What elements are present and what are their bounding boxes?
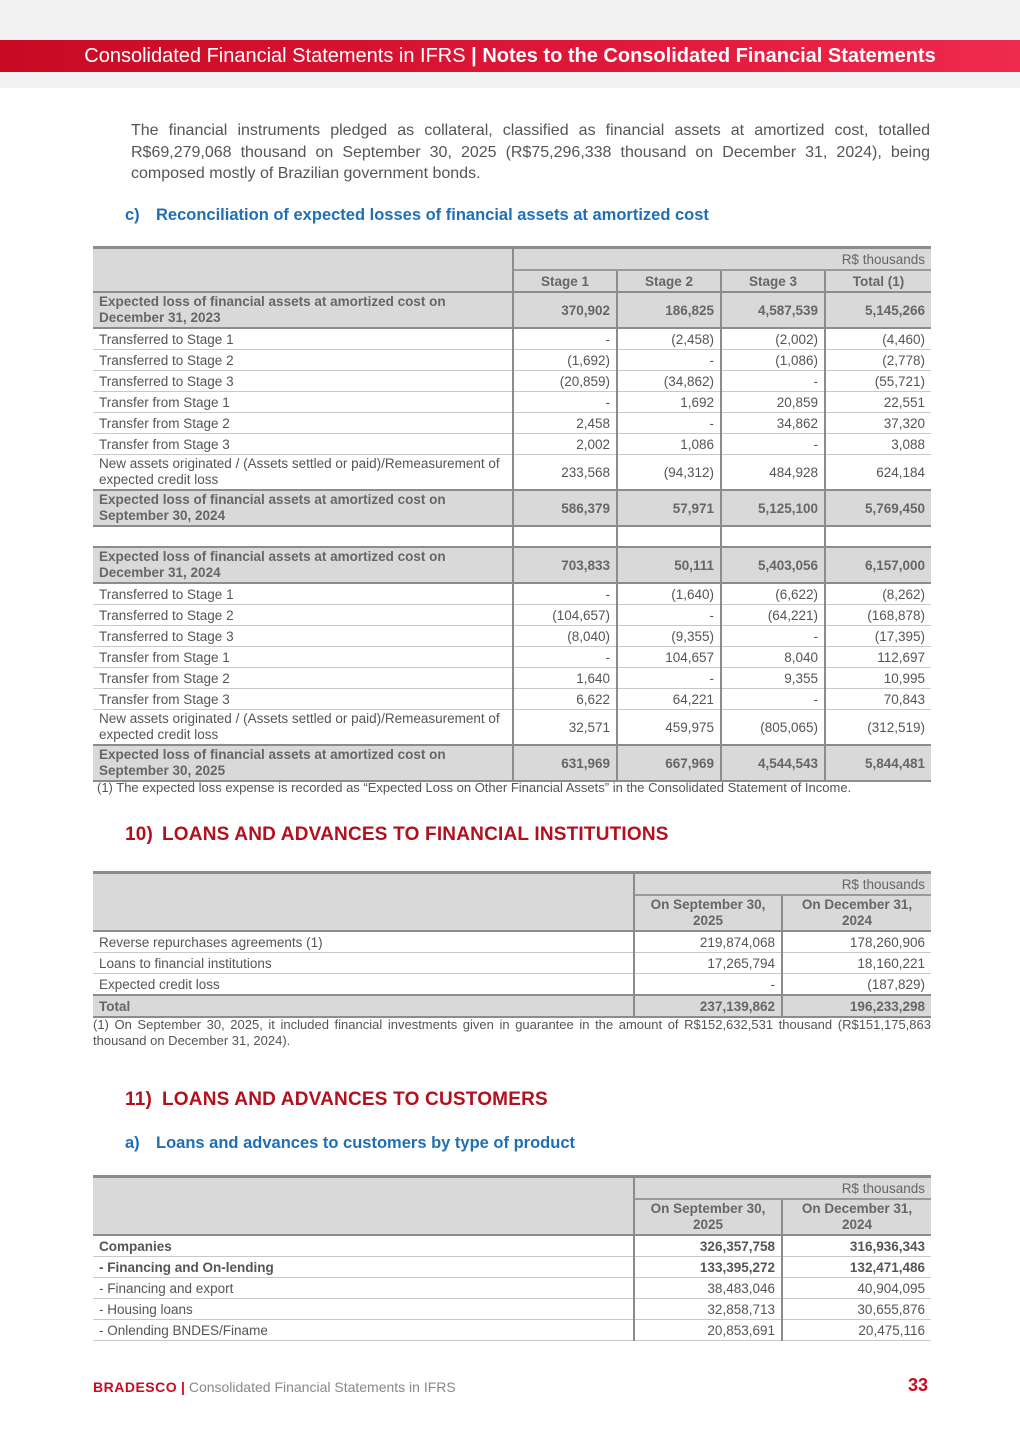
table-row: [93, 328, 931, 350]
cell-value: 112,697: [825, 647, 931, 668]
section-10-heading: [125, 824, 669, 846]
cell-value: (64,221): [721, 605, 825, 626]
cell-value: 3,088: [825, 434, 931, 455]
cell-value: (168,878): [825, 605, 931, 626]
cell-value: 64,221: [617, 689, 721, 710]
section-a-heading: [125, 1134, 575, 1153]
row-label: Transferred to Stage 3: [93, 371, 513, 392]
table-row: [93, 647, 931, 668]
table1-unit: R$ thousands: [513, 248, 931, 271]
expected-loss-table: [93, 246, 931, 782]
row-label: Expected loss of financial assets at amortized cost on December 31, 2024: [93, 547, 513, 583]
table-row: [93, 605, 931, 626]
table2-unit: R$ thousands: [634, 873, 931, 896]
cell-value: 703,833: [513, 547, 617, 583]
cell-value: (9,355): [617, 626, 721, 647]
cell-value: 2,458: [513, 413, 617, 434]
cell-value: (6,622): [721, 583, 825, 605]
row-label: Expected loss of financial assets at amortized cost on September 30, 2025: [93, 745, 513, 781]
cell-value: (2,778): [825, 350, 931, 371]
cell-value: -: [721, 626, 825, 647]
cell-value: -: [634, 974, 782, 996]
customer-loans-table: [93, 1175, 931, 1341]
cell-value: 178,260,906: [782, 931, 931, 953]
header-separator: |: [465, 45, 483, 67]
cell-value: -: [617, 413, 721, 434]
cell-value: -: [513, 583, 617, 605]
section-11-number: 11): [125, 1089, 153, 1110]
cell-value: 6,157,000: [825, 547, 931, 583]
financial-institutions-table: [93, 871, 931, 1018]
cell-value: -: [513, 392, 617, 413]
table-row: [93, 974, 931, 996]
page-number: 33: [907, 1375, 928, 1395]
cell-value: 40,904,095: [782, 1278, 931, 1299]
cell-value: -: [721, 689, 825, 710]
intro-paragraph: The financial instruments pledged as collateral, classified as financial assets at amortized cost, totalled R$69,279,068 thousand on September 30, 2025 (R$75,296,338 thousand on December 31, 2024), being composed mostly of Brazilian government bonds.: [131, 122, 930, 182]
cell-value: -: [513, 647, 617, 668]
cell-value: 5,403,056: [721, 547, 825, 583]
cell-value: (2,002): [721, 328, 825, 350]
row-label: Transferred to Stage 2: [93, 350, 513, 371]
row-label: Transferred to Stage 1: [93, 583, 513, 605]
column-header: On September 30, 2025: [634, 1199, 782, 1235]
cell-value: 20,853,691: [634, 1320, 782, 1341]
cell-value: 2,002: [513, 434, 617, 455]
column-header: Total (1): [825, 270, 931, 292]
table-row: [93, 392, 931, 413]
column-header: Stage 1: [513, 270, 617, 292]
row-label: Companies: [93, 1235, 634, 1257]
cell-value: 32,858,713: [634, 1299, 782, 1320]
cell-value: (2,458): [617, 328, 721, 350]
total-row: [93, 995, 931, 1017]
row-label: Transfer from Stage 2: [93, 668, 513, 689]
row-label: Transfer from Stage 3: [93, 689, 513, 710]
cell-value: (187,829): [782, 974, 931, 996]
cell-value: 370,902: [513, 292, 617, 328]
cell-value: 22,551: [825, 392, 931, 413]
header-right: Notes to the Consolidated Financial Statements: [482, 45, 936, 67]
row-label: Expected loss of financial assets at amortized cost on September 30, 2024: [93, 490, 513, 526]
cell-value: (312,519): [825, 710, 931, 746]
footer-brand: BRADESCO: [93, 1379, 178, 1395]
row-label: Transfer from Stage 1: [93, 647, 513, 668]
cell-value: 667,969: [617, 745, 721, 781]
cell-value: (8,040): [513, 626, 617, 647]
column-header: Stage 3: [721, 270, 825, 292]
cell-value: 132,471,486: [782, 1257, 931, 1278]
cell-value: 32,571: [513, 710, 617, 746]
section-c-title: Reconciliation of expected losses of financial assets at amortized cost: [156, 206, 709, 224]
cell-value: -: [721, 434, 825, 455]
section-c-letter: c): [125, 206, 140, 224]
cell-value: 10,995: [825, 668, 931, 689]
cell-value: 104,657: [617, 647, 721, 668]
cell-value: 70,843: [825, 689, 931, 710]
cell-value: (4,460): [825, 328, 931, 350]
row-label: - Onlending BNDES/Finame: [93, 1320, 634, 1341]
row-label: New assets originated / (Assets settled or paid)/Remeasurement of expected credit loss: [93, 455, 513, 491]
table-row: [93, 1235, 931, 1257]
table1-footnote: (1) The expected loss expense is recorded as “Expected Loss on Other Financial Assets” in the Consolidated Statement of Income.: [97, 780, 852, 795]
cell-value: 17,265,794: [634, 953, 782, 974]
header-banner: [0, 40, 1020, 72]
cell-value: 1,086: [617, 434, 721, 455]
table1-header-blank: [93, 248, 513, 293]
total-row: [93, 490, 931, 526]
total-row: [93, 292, 931, 328]
column-header: Stage 2: [617, 270, 721, 292]
cell-value: 5,844,481: [825, 745, 931, 781]
cell-value: 316,936,343: [782, 1235, 931, 1257]
row-label: Loans to financial institutions: [93, 953, 634, 974]
cell-value: (805,065): [721, 710, 825, 746]
cell-value: 459,975: [617, 710, 721, 746]
cell-value: 233,568: [513, 455, 617, 491]
top-margin: [0, 0, 1020, 40]
cell-value: 484,928: [721, 455, 825, 491]
row-label: Transferred to Stage 3: [93, 626, 513, 647]
row-label: - Financing and On-lending: [93, 1257, 634, 1278]
table1-spacer-row: [93, 526, 931, 547]
cell-value: 34,862: [721, 413, 825, 434]
section-a-letter: a): [125, 1134, 140, 1152]
footer: [93, 1379, 456, 1395]
cell-value: 50,111: [617, 547, 721, 583]
table-row: [93, 1320, 931, 1341]
section-c-heading: [125, 206, 709, 225]
total-label: Total: [93, 995, 634, 1017]
table-row: [93, 1278, 931, 1299]
table3-header-blank: [93, 1177, 634, 1236]
footer-separator: |: [177, 1379, 189, 1395]
cell-value: -: [617, 350, 721, 371]
section-11-title: LOANS AND ADVANCES TO CUSTOMERS: [162, 1089, 548, 1110]
cell-value: 4,587,539: [721, 292, 825, 328]
cell-value: 133,395,272: [634, 1257, 782, 1278]
table-row: [93, 371, 931, 392]
cell-value: (104,657): [513, 605, 617, 626]
cell-value: 38,483,046: [634, 1278, 782, 1299]
total-row: [93, 547, 931, 583]
table3-unit: R$ thousands: [634, 1177, 931, 1200]
table-row: [93, 350, 931, 371]
row-label: Transfer from Stage 3: [93, 434, 513, 455]
header-strip: [0, 72, 1020, 88]
cell-value: (17,395): [825, 626, 931, 647]
row-label: Expected loss of financial assets at amortized cost on December 31, 2023: [93, 292, 513, 328]
cell-value: 1,640: [513, 668, 617, 689]
cell-value: 5,145,266: [825, 292, 931, 328]
cell-value: 37,320: [825, 413, 931, 434]
cell-value: -: [617, 668, 721, 689]
row-label: New assets originated / (Assets settled or paid)/Remeasurement of expected credit loss: [93, 710, 513, 746]
table-row: [93, 1257, 931, 1278]
table2-header-blank: [93, 873, 634, 932]
cell-value: (55,721): [825, 371, 931, 392]
table-row: [93, 434, 931, 455]
row-label: Transfer from Stage 1: [93, 392, 513, 413]
cell-value: (8,262): [825, 583, 931, 605]
table-row: [93, 455, 931, 491]
cell-value: (94,312): [617, 455, 721, 491]
cell-value: (34,862): [617, 371, 721, 392]
cell-value: (1,640): [617, 583, 721, 605]
table2-footnote: (1) On September 30, 2025, it included financial investments given in guarantee in the amount of R$152,632,531 thousand (R$151,175,863 thousand on December 31, 2024).: [93, 1017, 931, 1048]
cell-value: 20,475,116: [782, 1320, 931, 1341]
cell-value: 586,379: [513, 490, 617, 526]
cell-value: 624,184: [825, 455, 931, 491]
cell-value: 18,160,221: [782, 953, 931, 974]
cell-value: -: [721, 371, 825, 392]
table-row: [93, 626, 931, 647]
cell-value: -: [513, 328, 617, 350]
table-row: [93, 931, 931, 953]
row-label: Reverse repurchases agreements (1): [93, 931, 634, 953]
column-header: On December 31, 2024: [782, 895, 931, 931]
row-label: - Housing loans: [93, 1299, 634, 1320]
cell-value: 219,874,068: [634, 931, 782, 953]
row-label: Transferred to Stage 1: [93, 328, 513, 350]
cell-value: 6,622: [513, 689, 617, 710]
table-row: [93, 710, 931, 746]
cell-value: -: [617, 605, 721, 626]
cell-value: 20,859: [721, 392, 825, 413]
table-row: [93, 583, 931, 605]
cell-value: 30,655,876: [782, 1299, 931, 1320]
row-label: Expected credit loss: [93, 974, 634, 996]
cell-value: (1,692): [513, 350, 617, 371]
cell-value: 5,125,100: [721, 490, 825, 526]
total-value: 237,139,862: [634, 995, 782, 1017]
table-row: [93, 1299, 931, 1320]
column-header: On September 30, 2025: [634, 895, 782, 931]
total-row: [93, 745, 931, 781]
section-11-heading: [125, 1089, 548, 1111]
header-left: Consolidated Financial Statements in IFRS: [84, 45, 466, 67]
footer-text: Consolidated Financial Statements in IFRS: [188, 1379, 456, 1395]
section-10-title: LOANS AND ADVANCES TO FINANCIAL INSTITUTIONS: [162, 824, 669, 845]
total-value: 196,233,298: [782, 995, 931, 1017]
section-a-title: Loans and advances to customers by type of product: [156, 1134, 576, 1152]
column-header: On December 31, 2024: [782, 1199, 931, 1235]
cell-value: 8,040: [721, 647, 825, 668]
cell-value: 57,971: [617, 490, 721, 526]
cell-value: 326,357,758: [634, 1235, 782, 1257]
row-label: Transferred to Stage 2: [93, 605, 513, 626]
row-label: Transfer from Stage 2: [93, 413, 513, 434]
table-row: [93, 413, 931, 434]
cell-value: 186,825: [617, 292, 721, 328]
section-10-number: 10): [125, 824, 154, 845]
cell-value: (1,086): [721, 350, 825, 371]
row-label: - Financing and export: [93, 1278, 634, 1299]
table-row: [93, 953, 931, 974]
cell-value: 5,769,450: [825, 490, 931, 526]
table-row: [93, 689, 931, 710]
cell-value: 1,692: [617, 392, 721, 413]
cell-value: 9,355: [721, 668, 825, 689]
cell-value: 4,544,543: [721, 745, 825, 781]
cell-value: 631,969: [513, 745, 617, 781]
cell-value: (20,859): [513, 371, 617, 392]
table-row: [93, 668, 931, 689]
